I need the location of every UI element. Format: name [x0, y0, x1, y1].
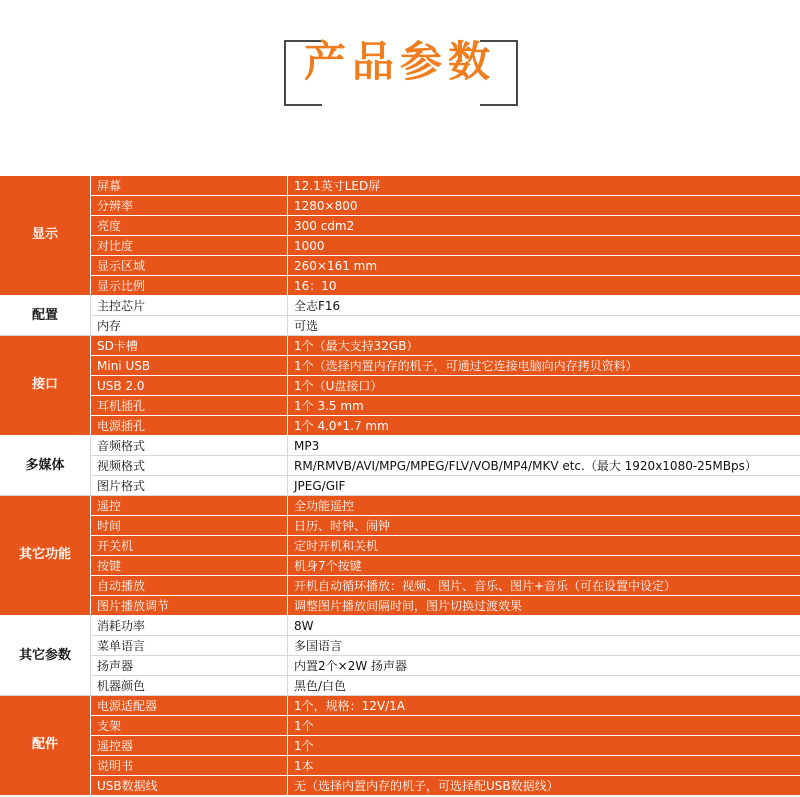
spec-key: USB 2.0 — [91, 376, 288, 396]
spec-key: 电源插孔 — [91, 416, 288, 436]
spec-row — [0, 296, 800, 316]
spec-row — [0, 376, 800, 396]
spec-key: 菜单语言 — [91, 636, 288, 656]
spec-value: 1280×800 — [288, 196, 800, 216]
spec-row — [0, 196, 800, 216]
spec-key: 屏幕 — [91, 176, 288, 196]
spec-row — [0, 176, 800, 196]
spec-key: USB数据线 — [91, 776, 288, 796]
spec-row — [0, 496, 800, 516]
spec-value: JPEG/GIF — [288, 476, 800, 496]
spec-row — [0, 216, 800, 236]
spec-key: 显示比例 — [91, 276, 288, 296]
spec-row — [0, 556, 800, 576]
spec-value: 1本 — [288, 756, 800, 776]
spec-row — [0, 276, 800, 296]
spec-row — [0, 636, 800, 656]
spec-row — [0, 356, 800, 376]
spec-key: 按键 — [91, 556, 288, 576]
spec-key: 机器颜色 — [91, 676, 288, 696]
spec-key: 图片格式 — [91, 476, 288, 496]
spec-value: 1个（最大支持32GB） — [288, 336, 800, 356]
group-label: 多媒体 — [0, 436, 91, 496]
spec-row — [0, 436, 800, 456]
spec-value: 多国语言 — [288, 636, 800, 656]
spec-value: 1个（U盘接口） — [288, 376, 800, 396]
spec-row — [0, 336, 800, 356]
spec-value: MP3 — [288, 436, 800, 456]
spec-value: 300 cdm2 — [288, 216, 800, 236]
group-label: 配件 — [0, 696, 91, 796]
spec-value: 1000 — [288, 236, 800, 256]
spec-key: 音频格式 — [91, 436, 288, 456]
spec-value: 260×161 mm — [288, 256, 800, 276]
spec-row — [0, 576, 800, 596]
spec-key: 内存 — [91, 316, 288, 336]
spec-row — [0, 536, 800, 556]
spec-row — [0, 716, 800, 736]
group-label: 接口 — [0, 336, 91, 436]
spec-key: 扬声器 — [91, 656, 288, 676]
spec-key: 分辨率 — [91, 196, 288, 216]
spec-value: 1个 — [288, 716, 800, 736]
spec-value: 可选 — [288, 316, 800, 336]
spec-key: 遥控 — [91, 496, 288, 516]
spec-row — [0, 676, 800, 696]
spec-value: 调整图片播放间隔时间，图片切换过渡效果 — [288, 596, 800, 616]
spec-key: 显示区域 — [91, 256, 288, 276]
spec-key: 耳机插孔 — [91, 396, 288, 416]
spec-value: 全功能遥控 — [288, 496, 800, 516]
spec-value: 1个（选择内置内存的机子，可通过它连接电脑向内存拷贝资料） — [288, 356, 800, 376]
spec-row — [0, 776, 800, 796]
spec-key: 图片播放调节 — [91, 596, 288, 616]
spec-key: 支架 — [91, 716, 288, 736]
spec-value: 1个 — [288, 736, 800, 756]
group-label: 配置 — [0, 296, 91, 336]
spec-value: 机身7个按键 — [288, 556, 800, 576]
spec-row — [0, 316, 800, 336]
spec-key: 消耗功率 — [91, 616, 288, 636]
spec-key: SD卡槽 — [91, 336, 288, 356]
spec-value: 全志F16 — [288, 296, 800, 316]
spec-key: 对比度 — [91, 236, 288, 256]
group-label: 其它参数 — [0, 616, 91, 696]
spec-row — [0, 756, 800, 776]
spec-row — [0, 516, 800, 536]
spec-value: 黑色/白色 — [288, 676, 800, 696]
spec-key: 自动播放 — [91, 576, 288, 596]
spec-table — [0, 176, 800, 797]
spec-key: 开关机 — [91, 536, 288, 556]
spec-row — [0, 416, 800, 436]
spec-value: 1个 3.5 mm — [288, 396, 800, 416]
spec-key: 说明书 — [91, 756, 288, 776]
spec-value: 定时开机和关机 — [288, 536, 800, 556]
spec-value: 开机自动循环播放：视频、图片、音乐、图片+音乐（可在设置中设定） — [288, 576, 800, 596]
spec-value: RM/RMVB/AVI/MPG/MPEG/FLV/VOB/MP4/MKV etc.（最大 1920x1080-25MBps） — [288, 456, 800, 476]
spec-row — [0, 476, 800, 496]
spec-value: 日历、时钟、闹钟 — [288, 516, 800, 536]
spec-value: 1个 4.0*1.7 mm — [288, 416, 800, 436]
title-area — [0, 0, 800, 176]
spec-row — [0, 456, 800, 476]
group-label: 显示 — [0, 176, 91, 296]
spec-value: 无（选择内置内存的机子，可选择配USB数据线） — [288, 776, 800, 796]
spec-value: 16：10 — [288, 276, 800, 296]
spec-key: 亮度 — [91, 216, 288, 236]
spec-key: 遥控器 — [91, 736, 288, 756]
spec-row — [0, 236, 800, 256]
spec-row — [0, 696, 800, 716]
spec-key: 主控芯片 — [91, 296, 288, 316]
group-label: 其它功能 — [0, 496, 91, 616]
spec-value: 内置2个×2W 扬声器 — [288, 656, 800, 676]
spec-key: 视频格式 — [91, 456, 288, 476]
spec-value: 1个，规格：12V/1A — [288, 696, 800, 716]
spec-key: 电源适配器 — [91, 696, 288, 716]
page-title: 产品参数 — [0, 36, 800, 88]
spec-row — [0, 656, 800, 676]
spec-key: Mini USB — [91, 356, 288, 376]
spec-row — [0, 596, 800, 616]
spec-row — [0, 616, 800, 636]
spec-value: 8W — [288, 616, 800, 636]
spec-row — [0, 256, 800, 276]
spec-row — [0, 396, 800, 416]
spec-key: 时间 — [91, 516, 288, 536]
spec-row — [0, 736, 800, 756]
spec-value: 12.1英寸LED屏 — [288, 176, 800, 196]
